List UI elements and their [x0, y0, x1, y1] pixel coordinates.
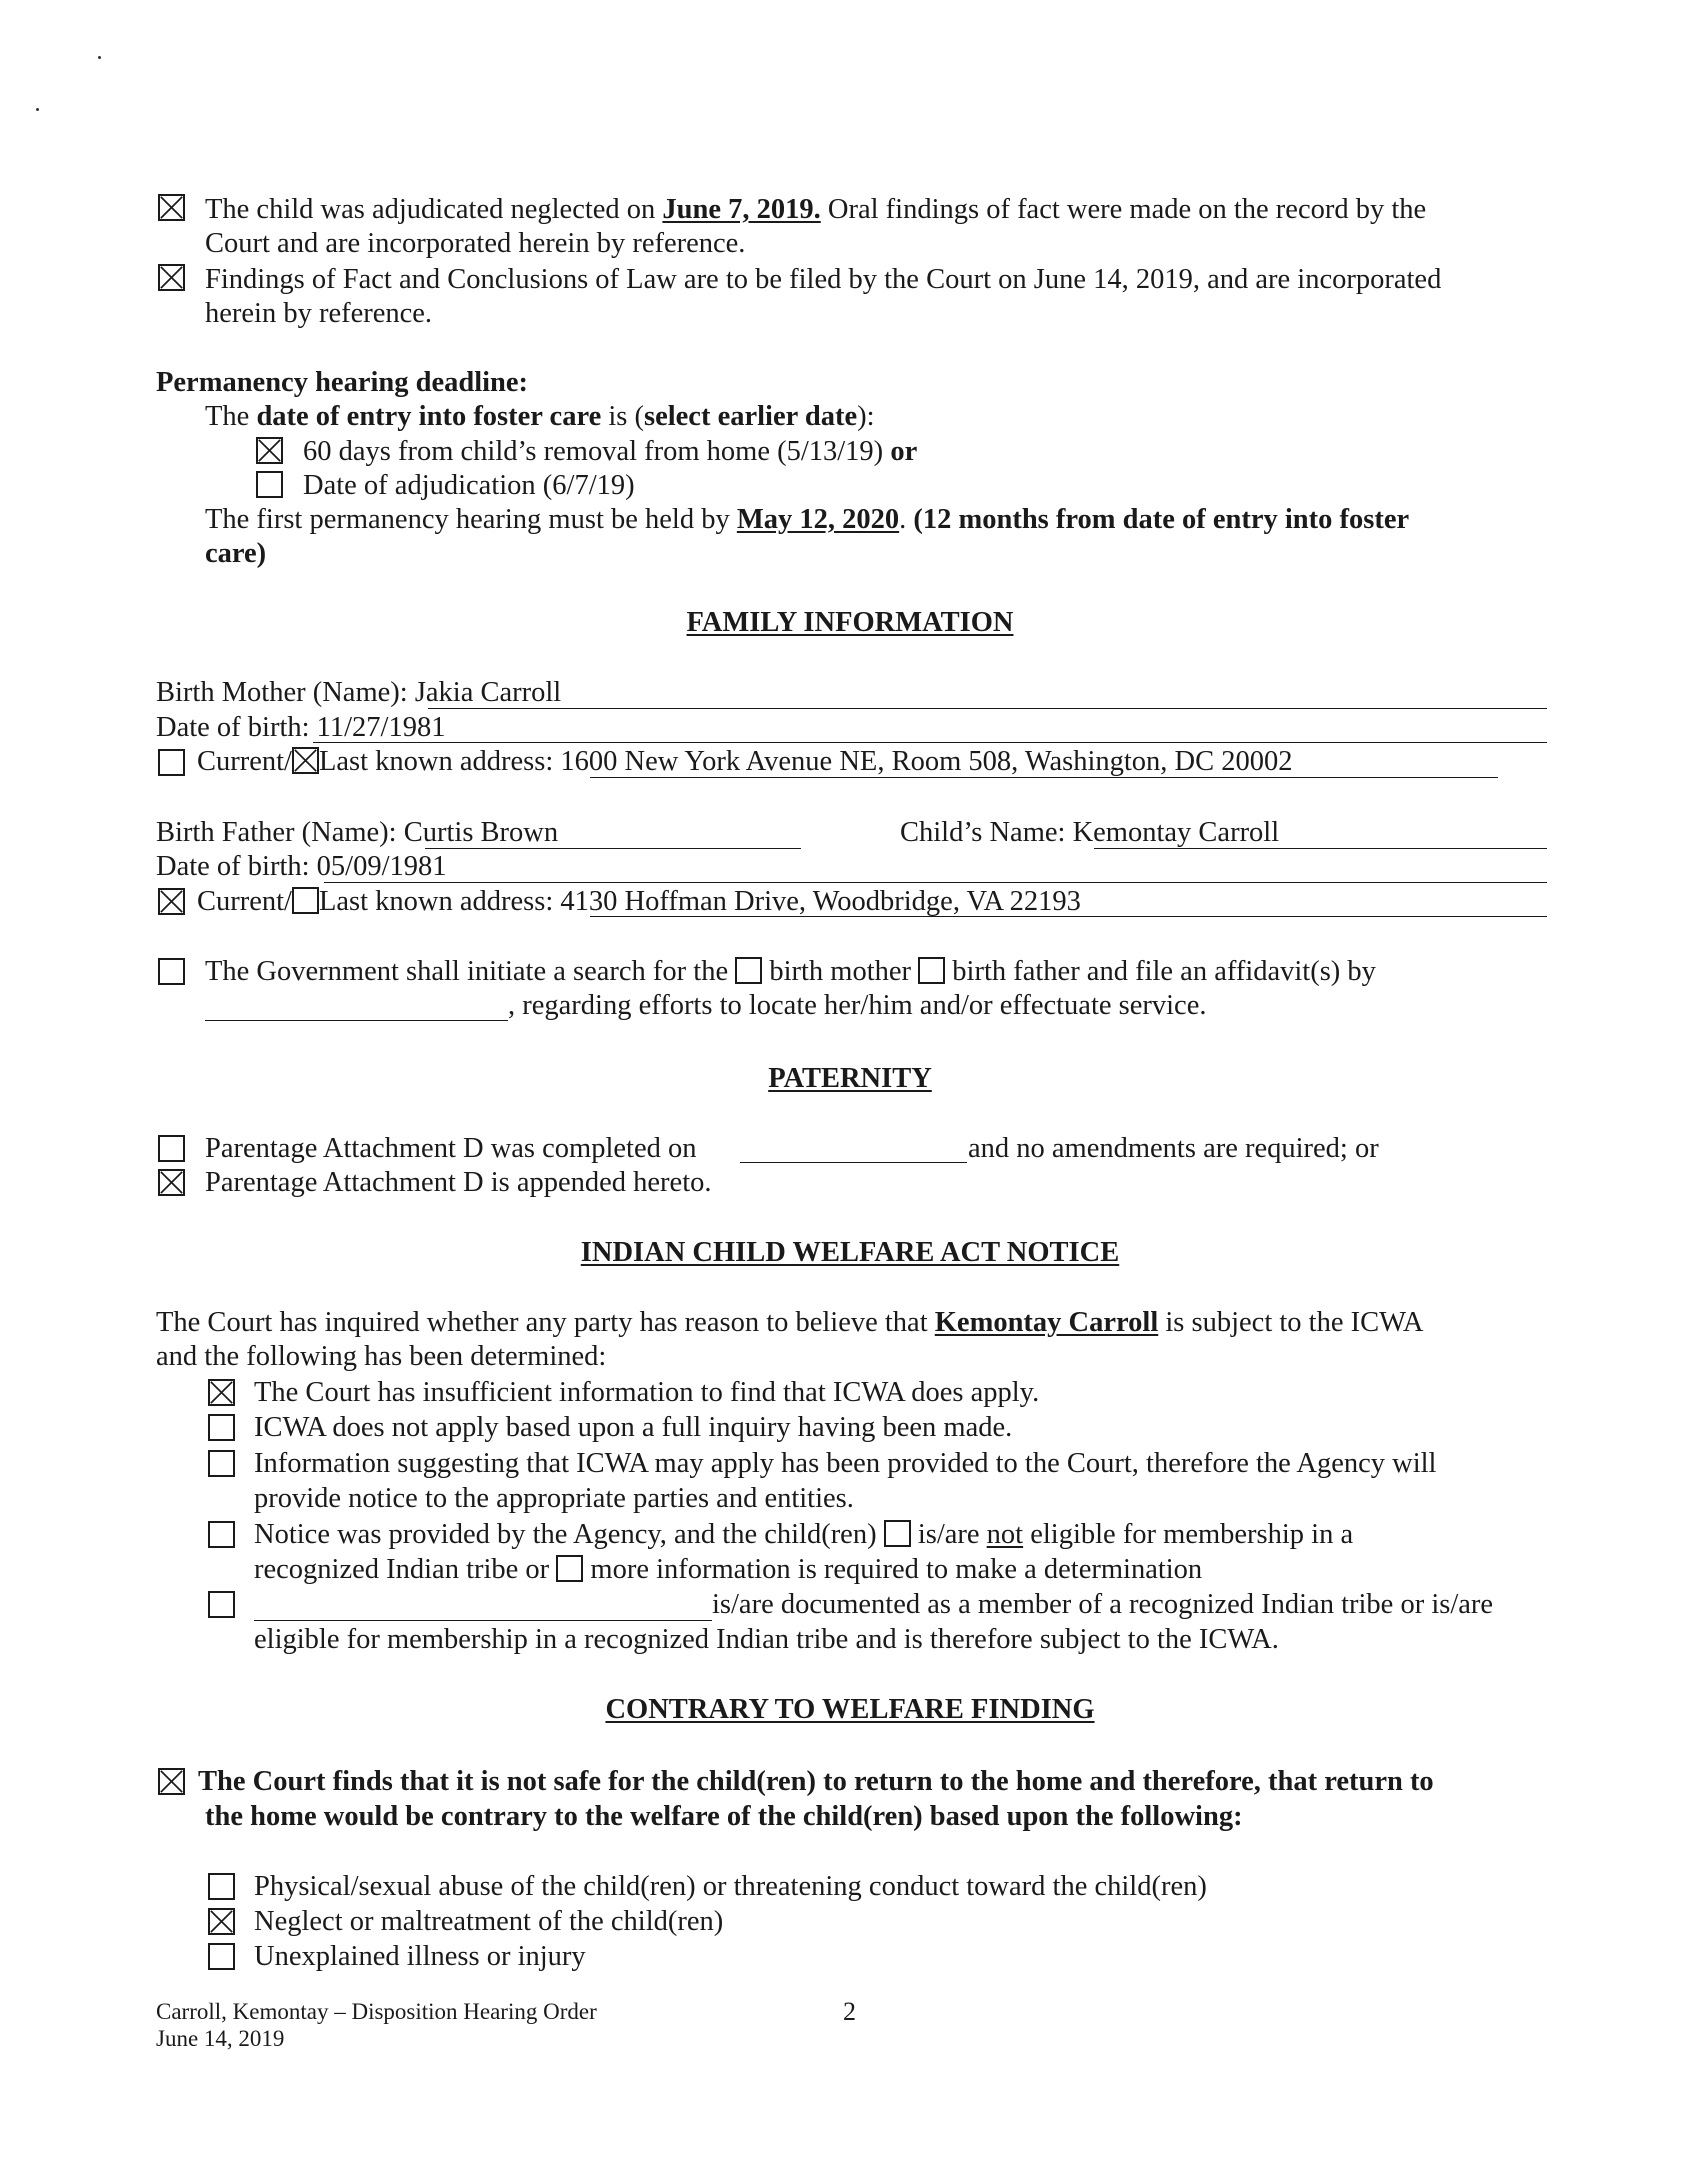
search-birth-father-checkbox[interactable] — [918, 957, 945, 984]
contrary-finding-line-2: the home would be contrary to the welfare of the child(ren) based upon the following: — [205, 1801, 1243, 1832]
icwa-intro-line-1: The Court has inquired whether any party has reason to believe that Kemontay Carroll is subject to the ICWA — [156, 1307, 1424, 1338]
findings-checkbox[interactable] — [158, 264, 185, 291]
adjudication-date: June 7, 2019. — [662, 194, 821, 225]
icwa-child-name: Kemontay Carroll — [934, 1307, 1159, 1338]
birth-father-address-rule — [590, 916, 1547, 917]
parentage-completed-label-pre: Parentage Attachment D was completed on — [205, 1133, 697, 1164]
child-name-row: Child’s Name: Kemontay Carroll — [900, 817, 1280, 848]
adjudication-date-label: Date of adjudication (6/7/19) — [303, 470, 635, 501]
birth-father-name-rule — [425, 848, 801, 849]
birth-mother-address-row: Current/ Last known address: 1600 New York Avenue NE, Room 508, Washington, DC 20002 — [197, 746, 1293, 777]
government-search-line-1: The Government shall initiate a search for the birth mother birth father and file an affidavit(s) by — [205, 956, 1376, 987]
scan-speck — [36, 108, 39, 111]
parentage-appended-label: Parentage Attachment D is appended hereto. — [205, 1167, 712, 1198]
icwa-does-not-apply-checkbox[interactable] — [208, 1414, 235, 1441]
birth-mother-address-rule — [590, 777, 1498, 778]
entry-date-instruction: The date of entry into foster care is (select earlier date): — [205, 401, 875, 432]
neglect-checkbox[interactable] — [208, 1908, 235, 1935]
first-permanency-line-1: The first permanency hearing must be held by May 12, 2020. (12 months from date of entry into foster — [205, 504, 1410, 535]
government-search-checkbox[interactable] — [158, 958, 185, 985]
icwa-notice-line-1: Notice was provided by the Agency, and the child(ren) is/are not eligible for membership in a — [254, 1519, 1354, 1550]
search-birth-mother-checkbox[interactable] — [735, 957, 762, 984]
adjudication-date-checkbox[interactable] — [256, 471, 283, 498]
government-search-line-2: , regarding efforts to locate her/him and/or effectuate service. — [508, 990, 1207, 1021]
birth-father-dob-row: Date of birth: 05/09/1981 — [156, 851, 447, 882]
findings-line-1: Findings of Fact and Conclusions of Law are to be filed by the Court on June 14, 2019, and are incorporated — [205, 264, 1442, 295]
adjudication-line-2: Court and are incorporated herein by reference. — [205, 228, 746, 259]
permanency-deadline-date: May 12, 2020 — [736, 504, 900, 535]
icwa-insufficient-info-label: The Court has insufficient information to find that ICWA does apply. — [254, 1377, 1040, 1408]
birth-father-dob-rule — [324, 882, 1547, 883]
icwa-notice-line-2: recognized Indian tribe or more information is required to make a determination — [254, 1554, 1203, 1585]
permanency-heading: Permanency hearing deadline: — [156, 367, 529, 398]
icwa-member-checkbox[interactable] — [208, 1591, 235, 1618]
icwa-not-eligible-checkbox[interactable] — [884, 1520, 911, 1547]
birth-father-name-row: Birth Father (Name): Curtis Brown — [156, 817, 559, 848]
parentage-completed-checkbox[interactable] — [158, 1135, 185, 1162]
child-name-rule — [1094, 848, 1547, 849]
affidavit-date-blank[interactable] — [205, 1020, 508, 1021]
adjudicated-checkbox[interactable] — [158, 194, 185, 221]
removal-60-days-label: 60 days from child’s removal from home (5/13/19) or — [303, 436, 918, 467]
icwa-does-not-apply-label: ICWA does not apply based upon a full inquiry having been made. — [254, 1412, 1013, 1443]
icwa-more-info-checkbox[interactable] — [556, 1555, 583, 1582]
child-name: Kemontay Carroll — [1072, 817, 1280, 848]
physical-abuse-label: Physical/sexual abuse of the child(ren) or threatening conduct toward the child(ren) — [254, 1871, 1207, 1902]
footer-case-title: Carroll, Kemontay – Disposition Hearing Order — [156, 1999, 597, 2024]
icwa-member-line-1: is/are documented as a member of a recognized Indian tribe or is/are — [712, 1589, 1494, 1620]
birth-father-address-row: Current/ Last known address: 4130 Hoffman Drive, Woodbridge, VA 22193 — [197, 886, 1081, 917]
birth-mother-dob-rule — [313, 742, 1547, 743]
icwa-intro-line-2: and the following has been determined: — [156, 1341, 607, 1372]
birth-mother-address: 1600 New York Avenue NE, Room 508, Washington, DC 20002 — [560, 746, 1293, 777]
birth-mother-name-rule — [428, 708, 1547, 709]
family-information-heading: FAMILY INFORMATION — [686, 607, 1014, 638]
icwa-may-apply-line-2: provide notice to the appropriate parties and entities. — [254, 1483, 854, 1514]
icwa-member-name-blank[interactable] — [254, 1620, 712, 1621]
icwa-may-apply-checkbox[interactable] — [208, 1450, 235, 1477]
unexplained-illness-checkbox[interactable] — [208, 1943, 235, 1970]
physical-abuse-checkbox[interactable] — [208, 1873, 235, 1900]
parentage-appended-checkbox[interactable] — [158, 1169, 185, 1196]
page-number: 2 — [843, 1997, 856, 2026]
birth-father-address: 4130 Hoffman Drive, Woodbridge, VA 22193 — [560, 886, 1081, 917]
icwa-insufficient-info-checkbox[interactable] — [208, 1379, 235, 1406]
icwa-member-line-2: eligible for membership in a recognized Indian tribe and is therefore subject to the ICWA. — [254, 1624, 1279, 1655]
mother-current-address-checkbox[interactable] — [158, 749, 185, 776]
birth-father-name: Curtis Brown — [403, 817, 559, 848]
birth-mother-name-row: Birth Mother (Name): Jakia Carroll — [156, 677, 562, 708]
removal-60-days-checkbox[interactable] — [256, 437, 283, 464]
icwa-heading: INDIAN CHILD WELFARE ACT NOTICE — [580, 1237, 1120, 1268]
father-current-address-checkbox[interactable] — [158, 888, 185, 915]
neglect-label: Neglect or maltreatment of the child(ren) — [254, 1906, 724, 1937]
birth-father-dob: 05/09/1981 — [316, 851, 447, 882]
contrary-finding-line-1: The Court finds that it is not safe for the child(ren) to return to the home and therefore, that return to — [198, 1766, 1434, 1797]
birth-mother-name: Jakia Carroll — [414, 677, 562, 708]
unexplained-illness-label: Unexplained illness or injury — [254, 1941, 586, 1972]
scan-speck — [98, 56, 101, 59]
contrary-to-welfare-heading: CONTRARY TO WELFARE FINDING — [605, 1694, 1095, 1725]
icwa-may-apply-line-1: Information suggesting that ICWA may apply has been provided to the Court, therefore the Agency will — [254, 1448, 1437, 1479]
icwa-notice-provided-checkbox[interactable] — [208, 1521, 235, 1548]
first-permanency-line-2: care) — [205, 538, 267, 569]
adjudication-line-1: The child was adjudicated neglected on June 7, 2019. Oral findings of fact were made on the record by the — [205, 194, 1427, 225]
mother-last-known-checkbox[interactable] — [292, 747, 319, 774]
birth-mother-dob-row: Date of birth: 11/27/1981 — [156, 712, 446, 743]
contrary-to-welfare-checkbox[interactable] — [158, 1768, 185, 1795]
findings-line-2: herein by reference. — [205, 298, 433, 329]
footer-date: June 14, 2019 — [156, 2026, 285, 2051]
parentage-completed-label-post: and no amendments are required; or — [968, 1133, 1379, 1164]
parentage-completed-date-blank[interactable] — [740, 1162, 967, 1163]
father-last-known-checkbox[interactable] — [292, 887, 319, 914]
birth-mother-dob: 11/27/1981 — [316, 712, 446, 743]
paternity-heading: PATERNITY — [768, 1063, 932, 1094]
